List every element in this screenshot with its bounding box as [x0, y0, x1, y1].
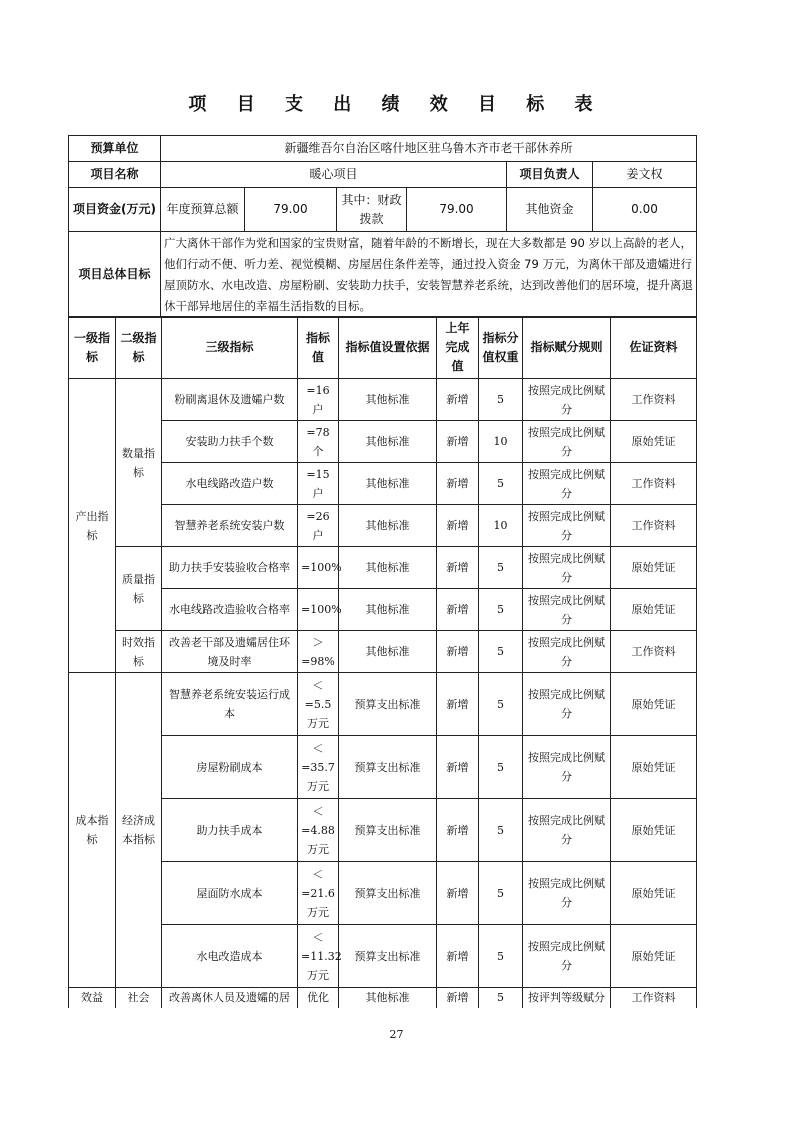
indicator-name: 助力扶手成本 — [162, 799, 298, 862]
header-table — [68, 135, 697, 318]
col-level1: 一级指标 — [69, 317, 116, 379]
annual-budget-value: 79.00 — [245, 188, 337, 232]
indicator-basis: 其他标准 — [339, 589, 437, 631]
indicator-basis: 预算支出标准 — [339, 673, 437, 736]
group-quality: 质量指标 — [116, 547, 162, 631]
indicator-basis: 其他标准 — [339, 631, 437, 673]
indicator-basis: 预算支出标准 — [339, 736, 437, 799]
overall-goal-text: 广大离休干部作为党和国家的宝贵财富，随着年龄的不断增长，现在大多数都是 90 岁以上高龄的老人，他们行动不便、听力差、视觉模糊、房屋居住条件差等，通过投入资金 79 万元，为离休干部及遗孀进行屋顶防水、水电改造、房屋粉刷、安装助力扶手，安装智慧养老系统，达到改善他们的居环境，提升离退休干部异地居住的幸福生活指数的目标。 — [161, 232, 697, 318]
indicator-last-year: 新增 — [437, 379, 479, 421]
budget-unit-value: 新疆维吾尔自治区喀什地区驻乌鲁木齐市老干部休养所 — [161, 136, 697, 162]
indicator-value: =100% — [298, 589, 339, 631]
col-evidence: 佐证资料 — [611, 317, 697, 379]
table-row — [69, 862, 697, 925]
indicator-value: =16 户 — [298, 379, 339, 421]
indicator-evidence: 原始凭证 — [611, 862, 697, 925]
group-quantity: 数量指标 — [116, 379, 162, 547]
project-name-value: 暖心项目 — [161, 162, 507, 188]
indicator-rule: 按照完成比例赋分 — [523, 862, 611, 925]
indicator-last-year: 新增 — [437, 988, 479, 1008]
other-funds-label: 其他资金 — [507, 188, 593, 232]
indicator-value: ＜=35.7万元 — [298, 736, 339, 799]
indicator-weight: 5 — [479, 736, 523, 799]
indicator-value: 优化 — [298, 988, 339, 1008]
indicator-rule: 按照完成比例赋分 — [523, 799, 611, 862]
col-basis: 指标值设置依据 — [339, 317, 437, 379]
page-title: 项 目 支 出 绩 效 目 标 表 — [188, 94, 605, 115]
group-timeliness: 时效指标 — [116, 631, 162, 673]
indicator-name: 改善老干部及遗孀居住环境及时率 — [162, 631, 298, 673]
indicator-last-year: 新增 — [437, 505, 479, 547]
table-row — [69, 736, 697, 799]
fiscal-value: 79.00 — [407, 188, 507, 232]
indicator-rule: 按照完成比例赋分 — [523, 421, 611, 463]
table-row — [69, 379, 697, 421]
indicator-evidence: 原始凭证 — [611, 673, 697, 736]
table-row — [69, 988, 697, 1008]
indicator-rule: 按照完成比例赋分 — [523, 547, 611, 589]
group-social: 社会 — [116, 988, 162, 1008]
project-owner-value: 姜文权 — [593, 162, 697, 188]
indicator-weight: 5 — [479, 631, 523, 673]
indicator-name: 智慧养老系统安装运行成本 — [162, 673, 298, 736]
indicator-basis: 其他标准 — [339, 421, 437, 463]
indicator-evidence: 工作资料 — [611, 379, 697, 421]
indicator-basis: 其他标准 — [339, 379, 437, 421]
indicator-rule: 按照完成比例赋分 — [523, 736, 611, 799]
indicator-last-year: 新增 — [437, 547, 479, 589]
indicator-rule: 按照完成比例赋分 — [523, 631, 611, 673]
indicator-name: 屋面防水成本 — [162, 862, 298, 925]
indicator-value: =15 户 — [298, 463, 339, 505]
indicator-last-year: 新增 — [437, 589, 479, 631]
indicator-rule: 按照完成比例赋分 — [523, 925, 611, 988]
col-value: 指标值 — [298, 317, 339, 379]
indicator-value: ＜=5.5万元 — [298, 673, 339, 736]
indicator-rule: 按照完成比例赋分 — [523, 589, 611, 631]
indicator-last-year: 新增 — [437, 736, 479, 799]
indicator-name: 粉刷离退休及遗孀户数 — [162, 379, 298, 421]
indicator-weight: 5 — [479, 589, 523, 631]
indicator-last-year: 新增 — [437, 862, 479, 925]
group-output: 产出指标 — [69, 379, 116, 673]
indicator-evidence: 原始凭证 — [611, 421, 697, 463]
indicator-last-year: 新增 — [437, 421, 479, 463]
indicator-last-year: 新增 — [437, 631, 479, 673]
indicator-rule: 按照完成比例赋分 — [523, 463, 611, 505]
indicator-rule: 按照完成比例赋分 — [523, 505, 611, 547]
indicator-name: 水电线路改造验收合格率 — [162, 589, 298, 631]
project-owner-label: 项目负责人 — [507, 162, 593, 188]
indicator-value: ＜=11.32万元 — [298, 925, 339, 988]
table-row — [69, 547, 697, 589]
indicator-value: =26 户 — [298, 505, 339, 547]
indicator-value: ＜=4.88万元 — [298, 799, 339, 862]
indicator-weight: 5 — [479, 925, 523, 988]
table-row — [69, 925, 697, 988]
indicator-weight: 5 — [479, 547, 523, 589]
indicator-weight: 5 — [479, 988, 523, 1008]
indicator-basis: 其他标准 — [339, 463, 437, 505]
indicator-name: 智慧养老系统安装户数 — [162, 505, 298, 547]
indicator-last-year: 新增 — [437, 463, 479, 505]
indicator-name: 安装助力扶手个数 — [162, 421, 298, 463]
indicator-basis: 其他标准 — [339, 988, 437, 1008]
indicator-name: 助力扶手安装验收合格率 — [162, 547, 298, 589]
col-weight: 指标分值权重 — [479, 317, 523, 379]
project-name-label: 项目名称 — [69, 162, 161, 188]
indicator-weight: 5 — [479, 862, 523, 925]
table-row — [69, 505, 697, 547]
indicator-weight: 10 — [479, 505, 523, 547]
indicator-basis: 预算支出标准 — [339, 799, 437, 862]
indicator-table — [68, 316, 697, 1008]
indicator-value: =100% — [298, 547, 339, 589]
fiscal-label: 其中：财政拨款 — [337, 188, 407, 232]
indicator-basis: 预算支出标准 — [339, 862, 437, 925]
indicator-weight: 10 — [479, 421, 523, 463]
indicator-basis: 其他标准 — [339, 505, 437, 547]
table-row — [69, 799, 697, 862]
indicator-evidence: 工作资料 — [611, 505, 697, 547]
indicator-last-year: 新增 — [437, 673, 479, 736]
indicator-basis: 预算支出标准 — [339, 925, 437, 988]
indicator-name: 改善离休人员及遗孀的居 — [162, 988, 298, 1008]
budget-unit-label: 预算单位 — [69, 136, 161, 162]
col-level3: 三级指标 — [162, 317, 298, 379]
indicator-value: ＞=98% — [298, 631, 339, 673]
indicator-rule: 按照完成比例赋分 — [523, 379, 611, 421]
indicator-evidence: 原始凭证 — [611, 736, 697, 799]
indicator-last-year: 新增 — [437, 925, 479, 988]
indicator-evidence: 原始凭证 — [611, 925, 697, 988]
table-row — [69, 463, 697, 505]
group-benefit: 效益 — [69, 988, 116, 1008]
indicator-basis: 其他标准 — [339, 547, 437, 589]
indicator-name: 水电改造成本 — [162, 925, 298, 988]
indicator-name: 房屋粉刷成本 — [162, 736, 298, 799]
table-row — [69, 589, 697, 631]
table-row — [69, 421, 697, 463]
indicator-evidence: 原始凭证 — [611, 547, 697, 589]
fund-label: 项目资金(万元) — [69, 188, 161, 232]
overall-goal-label: 项目总体目标 — [69, 232, 161, 318]
col-last-year: 上年完成值 — [437, 317, 479, 379]
other-funds-value: 0.00 — [593, 188, 697, 232]
indicator-last-year: 新增 — [437, 799, 479, 862]
annual-budget-label: 年度预算总额 — [161, 188, 245, 232]
indicator-weight: 5 — [479, 673, 523, 736]
indicator-value: =78 个 — [298, 421, 339, 463]
indicator-weight: 5 — [479, 379, 523, 421]
group-cost: 成本指标 — [69, 673, 116, 988]
indicator-name: 水电线路改造户数 — [162, 463, 298, 505]
indicator-value: ＜=21.6万元 — [298, 862, 339, 925]
group-economic-cost: 经济成本指标 — [116, 673, 162, 988]
table-row — [69, 673, 697, 736]
indicator-rule: 按照完成比例赋分 — [523, 673, 611, 736]
table-row — [69, 631, 697, 673]
col-level2: 二级指标 — [116, 317, 162, 379]
page-number: 27 — [389, 1028, 404, 1041]
indicator-evidence: 工作资料 — [611, 631, 697, 673]
indicator-weight: 5 — [479, 799, 523, 862]
indicator-evidence: 工作资料 — [611, 463, 697, 505]
indicator-weight: 5 — [479, 463, 523, 505]
indicator-rule: 按评判等级赋分 — [523, 988, 611, 1008]
indicator-evidence: 工作资料 — [611, 988, 697, 1008]
indicator-evidence: 原始凭证 — [611, 799, 697, 862]
col-rule: 指标赋分规则 — [523, 317, 611, 379]
indicator-evidence: 原始凭证 — [611, 589, 697, 631]
